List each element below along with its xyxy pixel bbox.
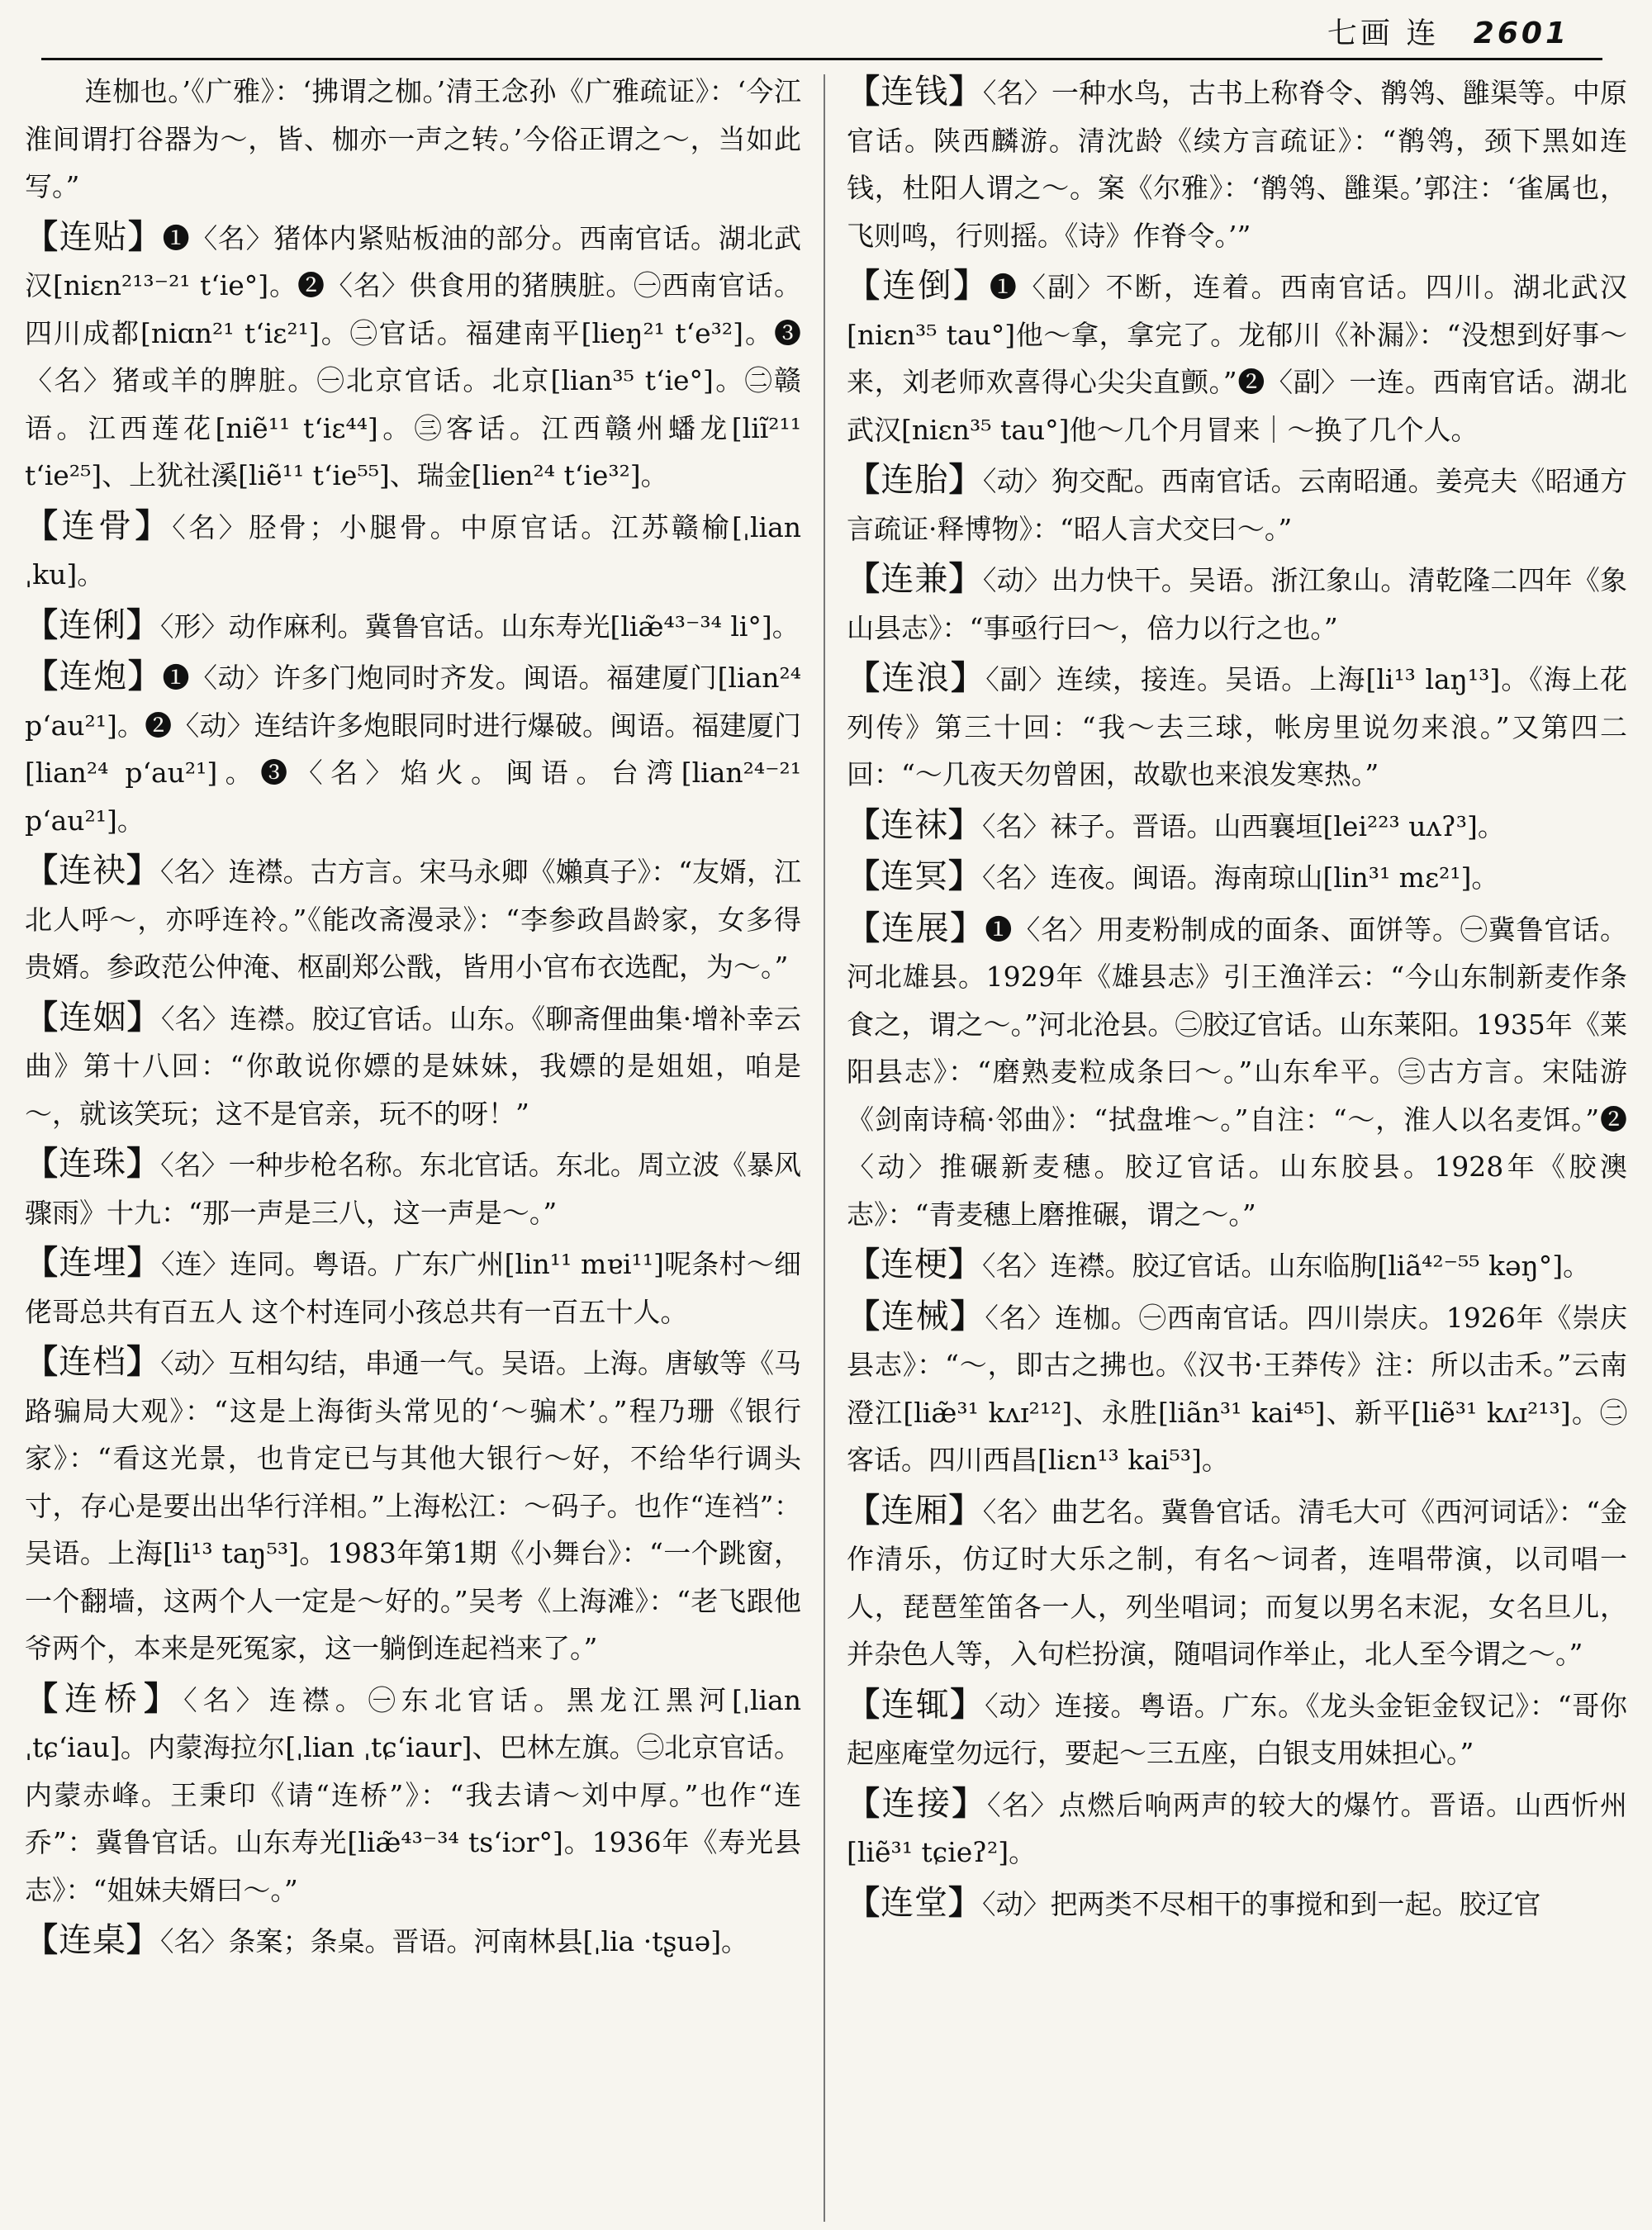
bracket-open: 【 [25,997,59,1037]
headword-text: 连袜 [881,805,948,844]
headword-text: 连械 [881,1297,951,1336]
entry-definition: ❶〈名〉用麦粉制成的面条、面饼等。㊀冀鲁官话。河北雄县。1929年《雄县志》引王渔洋云：“今山东制新麦作条食之，谓之～。”河北沧县。㊁胶辽官话。山东莱阳。1935年《莱阳县志》：“磨熟麦粒成条曰～。”山东牟平。㊂古方言。宋陆游《剑南诗稿·邻曲》：“拭盘堆～。”自注：“～，淮人以名麦饵。”❷〈动〉推碾新麦穗。胶辽官话。山东胶县。1928年《胶澳志》：“青麦穗上磨推碾，谓之～。” [847,913,1627,1231]
dictionary-entry [847,456,1627,553]
dictionary-entry [25,502,801,599]
entry-headword [25,1145,160,1183]
bracket-close: 】 [948,804,982,844]
entry-definition: 〈副〉连续，接连。吴语。上海[li¹³ laŋ¹³]。《海上花列传》第三十回：“我～去三球，帐房里说勿来浪。”又第四二回：“～几夜天勿曾困，故歇也来浪发寒热。” [847,663,1627,790]
entry-definition: 〈名〉胫骨；小腿骨。中原官话。江苏赣榆[ˌlian ˌku]。 [25,510,801,591]
headword-text: 连梗 [881,1245,948,1283]
entry-definition: 〈名〉条案；条桌。晋语。河南林县[ˌlia ·tʂuə]。 [160,1925,749,1957]
bracket-open: 【 [847,1882,881,1922]
bracket-close: 】 [948,460,983,499]
bracket-open: 【 [847,658,882,697]
entry-headword [25,999,161,1037]
header-rule [41,58,1602,60]
bracket-open: 【 [847,1490,881,1530]
entry-headword [25,1244,161,1282]
entry-definition: 〈名〉点燃后响两声的较大的爆竹。晋语。山西忻州[liẽ³¹ tɕieʔ²]。 [847,1788,1627,1868]
headword-text: 连冥 [881,857,948,895]
dictionary-entry [847,1293,1627,1484]
entry-headword [25,1921,160,1959]
bracket-close: 】 [126,605,160,644]
bracket-close: 】 [948,1882,982,1922]
headword-text: 连接 [881,1784,952,1823]
page-header [33,0,1619,64]
bracket-open: 【 [847,1296,881,1336]
dictionary-entry [847,852,1627,902]
dictionary-entry [847,654,1627,799]
bracket-open: 【 [25,1920,59,1959]
bracket-close: 】 [126,997,161,1037]
dictionary-entry [25,601,801,651]
entry-headword [847,659,985,697]
bracket-open: 【 [25,851,59,890]
entry-definition: 〈名〉连襟。㊀东北官话。黑龙江黑河[ˌlian ˌtɕʻiau]。内蒙海拉尔[ˌlian ˌtɕʻiaur]、巴林左旗。㊁北京官话。内蒙赤峰。王秉印《请“连桥”》：“我去请～刘中厚。”也作“连乔”：冀鲁官话。山东寿光[liæ̃⁴³⁻³⁴ tsʻiɔr°]。1936年《寿光县志》：“姐妹夫婿曰～。” [25,1683,801,1906]
bracket-close: 】 [950,1296,985,1336]
bracket-open: 【 [25,505,62,545]
bracket-close: 】 [127,216,163,256]
headword-text: 连桥 [64,1679,145,1718]
dictionary-entry [847,555,1627,652]
bracket-close: 】 [127,657,163,695]
bracket-close: 】 [948,856,982,895]
head-character: 连 [1406,17,1440,50]
headword-text: 连兼 [881,560,949,598]
entry-definition: 〈动〉出力快干。吴语。浙江象山。清乾隆二四年《象山县志》：“事亟行曰～，倍力以行之也。” [847,564,1627,644]
dictionary-entry [25,68,801,211]
headword-text: 连厢 [881,1491,949,1530]
bracket-open: 【 [847,72,881,111]
entry-definition: 〈动〉连接。粤语。广东。《龙头金钜金钗记》：“哥你起座庵堂勿远行，要起～三五座，白银支用妹担心。” [847,1689,1627,1769]
entry-definition: 〈动〉互相勾结，串通一气。吴语。上海。唐敏等《马路骗局大观》：“这是上海街头常见的‘～骗术’。”程乃珊《银行家》：“看这光景，也肯定已与其他大银行～好，不给华行调头寸，存心是要出出华行洋相。”上海松江：～码子。也作“连裆”：吴语。上海[li¹³ taŋ⁵³]。1983年第1期《小舞台》：“一个跳窗，一个翻墙，这两个人一定是～好的。”吴考《上海滩》：“老飞跟他爷两个，本来是死冤家，这一躺倒连起裆来了。” [25,1347,801,1664]
headword-text: 连展 [881,909,951,947]
entry-headword [847,1245,982,1283]
entry-definition: 连枷也。’《广雅》：‘拂谓之枷。’清王念孙《广雅疏证》：‘今江淮间谓打谷器为～，皆、枷亦一声之转。’今俗正谓之～，当如此写。” [25,75,801,202]
dictionary-entry [25,213,801,500]
headword-text: 连桌 [59,1921,126,1959]
bracket-open: 【 [25,216,59,256]
headword-text: 连贴 [59,217,128,256]
headword-text: 连俐 [59,605,126,644]
entry-headword [847,1298,985,1336]
dictionary-entry [847,1241,1627,1290]
bracket-open: 【 [847,908,881,947]
entry-headword [847,1884,982,1922]
headword-text: 连炮 [59,657,128,695]
dictionary-entry [25,847,801,991]
entry-headword [25,1343,160,1381]
bracket-open: 【 [25,1144,59,1183]
entry-headword [25,852,160,890]
entry-headword [25,218,163,256]
entry-definition: 〈名〉连枷。㊀西南官话。四川崇庆。1926年《崇庆县志》：“～，即古之拂也。《汉书·王莽传》注：所以击禾。”云南澄江[liæ̃³¹ kʌɪ²¹²]、永胜[liãn³¹ kai⁴⁵]、新平[liẽ³¹ kʌɪ²¹³]。㊁客话。四川西昌[liɛn¹³ kai⁵³]。 [847,1301,1627,1476]
left-column [25,68,801,2223]
entry-headword [847,267,990,305]
dictionary-entry [25,994,801,1138]
bracket-open: 【 [25,1342,59,1381]
entry-definition: 〈形〉动作麻利。冀鲁官话。山东寿光[liæ̃⁴³⁻³⁴ li°]。 [160,610,800,643]
entry-headword [25,657,162,695]
bracket-open: 【 [25,657,59,695]
entry-headword [847,1785,987,1823]
dictionary-entry [847,1879,1627,1929]
entry-definition: 〈连〉连同。粤语。广东广州[lin¹¹ mɐi¹¹]呢条村～细佬哥总共有百五人 这个村连同小孩总共有一百五十人。 [25,1248,801,1328]
entry-definition: 〈名〉连襟。胶辽官话。山东临朐[liã⁴²⁻⁵⁵ kəŋ°]。 [982,1250,1591,1282]
entry-headword [847,1492,983,1530]
dictionary-entry [25,1140,801,1236]
entry-headword [847,909,985,947]
dictionary-entry [25,1675,801,1914]
headword-text: 连袂 [59,852,127,890]
headword-text: 连钱 [881,73,949,111]
dictionary-entry [847,1780,1627,1877]
headword-text: 连倒 [882,267,954,305]
bracket-open: 【 [847,1783,882,1823]
bracket-open: 【 [25,1243,59,1282]
entry-headword [25,606,160,644]
bracket-close: 】 [948,1245,982,1283]
bracket-open: 【 [847,1245,881,1283]
right-column [847,68,1627,2223]
dictionary-entry [847,904,1627,1239]
headword-text: 连胎 [881,461,949,499]
dictionary-entry [847,1487,1627,1678]
dictionary-entry [847,68,1627,259]
dictionary-entry [25,1338,801,1672]
bracket-close: 】 [953,266,990,305]
entry-headword [847,806,982,844]
bracket-open: 【 [847,460,881,499]
headword-text: 连骨 [61,506,135,545]
entry-definition: 〈名〉连襟。古方言。宋马永卿《嬾真子》：“友婿，江北人呼～，亦呼连袊。”《能改斋漫录》：“李参政昌龄家，女多得贵婿。参政范公仲淹、枢副郑公戬，皆用小官布衣选配，为～。” [25,856,801,983]
dictionary-entry [25,1916,801,1966]
dictionary-entry [847,1681,1627,1777]
bracket-close: 】 [951,658,986,697]
bracket-open: 【 [847,856,881,895]
bracket-close: 】 [948,72,983,111]
bracket-open: 【 [25,1678,65,1718]
bracket-open: 【 [25,605,59,644]
entry-definition: 〈名〉一种水鸟，古书上称脊令、鹡鸰、雝渠等。中原官话。陕西麟游。清沈龄《续方言疏证》：“鹡鸰，颈下黑如连钱，杜阳人谓之～。案《尔雅》：‘鹡鸰、雝渠。’郭注：‘雀属也，飞则鸣，行则摇。《诗》作脊令。’” [847,77,1627,252]
entry-definition: 〈名〉袜子。晋语。山西襄垣[lei²²³ uʌʔ³]。 [982,809,1505,842]
running-title [1327,10,1569,52]
bracket-close: 】 [144,1678,184,1718]
headword-text: 连浪 [881,659,952,697]
bracket-close: 】 [950,1684,985,1724]
headword-text: 连档 [59,1343,127,1381]
dictionary-entry [25,652,801,844]
headword-text: 连埋 [59,1244,127,1282]
entry-definition: ❶〈动〉许多门炮同时齐发。闽语。福建厦门[lian²⁴ pʻau²¹]。❷〈动〉连结许多炮眼同时进行爆破。闽语。福建厦门[lian²⁴ pʻau²¹]。❸〈名〉焰火。闽语。台湾[lian²⁴⁻²¹ pʻau²¹]。 [25,662,801,837]
entry-headword [25,507,172,545]
entry-headword [847,461,983,499]
entry-definition: 〈动〉狗交配。西南官话。云南昭通。姜亮夫《昭通方言疏证·释博物》：“昭人言犬交曰～。” [847,465,1627,545]
bracket-close: 】 [126,1243,161,1282]
bracket-close: 】 [135,505,173,545]
entry-headword [847,73,983,111]
headword-text: 连堂 [881,1883,948,1922]
entry-headword [847,857,982,895]
entry-definition: ❶〈名〉猪体内紧贴板油的部分。西南官话。湖北武汉[niɛn²¹³⁻²¹ tʻie°]。❷〈名〉供食用的猪胰脏。㊀西南官话。四川成都[niɑn²¹ tʻiɛ²¹]。㊁官话。福建南平[lieŋ²¹ tʻe³²]。❸〈名〉猪或羊的脾脏。㊀北京官话。北京[lian³⁵ tʻie°]。㊁赣语。江西莲花[niẽ¹¹ tʻiɛ⁴⁴]。㊂客话。江西赣州蟠龙[liĩ²¹¹ tʻie²⁵]、上犹社溪[liẽ¹¹ tʻie⁵⁵]、瑞金[lien²⁴ tʻie³²]。 [25,221,801,491]
entry-definition: 〈名〉一种步枪名称。东北官话。东北。周立波《暴风骤雨》十九：“那一声是三八，这一声是～。” [25,1149,801,1229]
bracket-close: 】 [126,1920,160,1959]
entry-headword [847,1686,985,1724]
bracket-close: 】 [948,1490,983,1530]
bracket-close: 】 [952,1783,987,1823]
bracket-open: 【 [847,266,883,305]
bracket-open: 【 [847,1684,881,1724]
dictionary-entry [847,262,1627,453]
dictionary-entry [847,801,1627,851]
headword-text: 连辄 [881,1685,951,1724]
bracket-open: 【 [847,804,881,844]
headword-text: 连姻 [59,998,127,1037]
entry-headword [847,560,983,598]
column-divider [824,74,825,2222]
entry-headword [25,1680,183,1718]
section-label: 七画 [1327,17,1393,50]
bracket-close: 】 [126,851,161,890]
bracket-close: 】 [948,559,983,598]
headword-text: 连珠 [59,1145,127,1183]
entry-definition: ❶〈副〉不断，连着。西南官话。四川。湖北武汉[niɛn³⁵ tau°]他～拿，拿完了。龙郁川《补漏》：“没想到好事～来，刘老师欢喜得心尖尖直颤。”❷〈副〉一连。西南官话。湖北武汉[niɛn³⁵ tau°]他～几个月冒来｜～换了几个人。 [847,271,1627,446]
bracket-close: 】 [126,1342,161,1381]
bracket-open: 【 [847,559,881,598]
bracket-close: 】 [950,908,985,947]
dictionary-entry [25,1239,801,1336]
entry-definition: 〈名〉连夜。闽语。海南琼山[lin³¹ mɛ²¹]。 [982,861,1499,894]
page-number: 2601 [1473,17,1569,50]
bracket-close: 】 [126,1144,161,1183]
entry-definition: 〈名〉连襟。胶辽官话。山东。《聊斋俚曲集·增补幸云曲》第十八回：“你敢说你嫖的是妹妹，我嫖的是姐姐，咱是～，就该笑玩；这不是官亲，玩不的呀！” [25,1002,801,1130]
entry-definition: 〈名〉曲艺名。冀鲁官话。清毛大可《西河词话》：“金作清乐，仿辽时大乐之制，有名～词者，连唱带演，以司唱一人，琵琶笙笛各一人，列坐唱词；而复以男名末泥，女名旦儿，并杂色人等，入句栏扮演，随唱词作举止，北人至今谓之～。” [847,1495,1627,1670]
entry-definition: 〈动〉把两类不尽相干的事搅和到一起。胶辽官 [982,1887,1541,1920]
